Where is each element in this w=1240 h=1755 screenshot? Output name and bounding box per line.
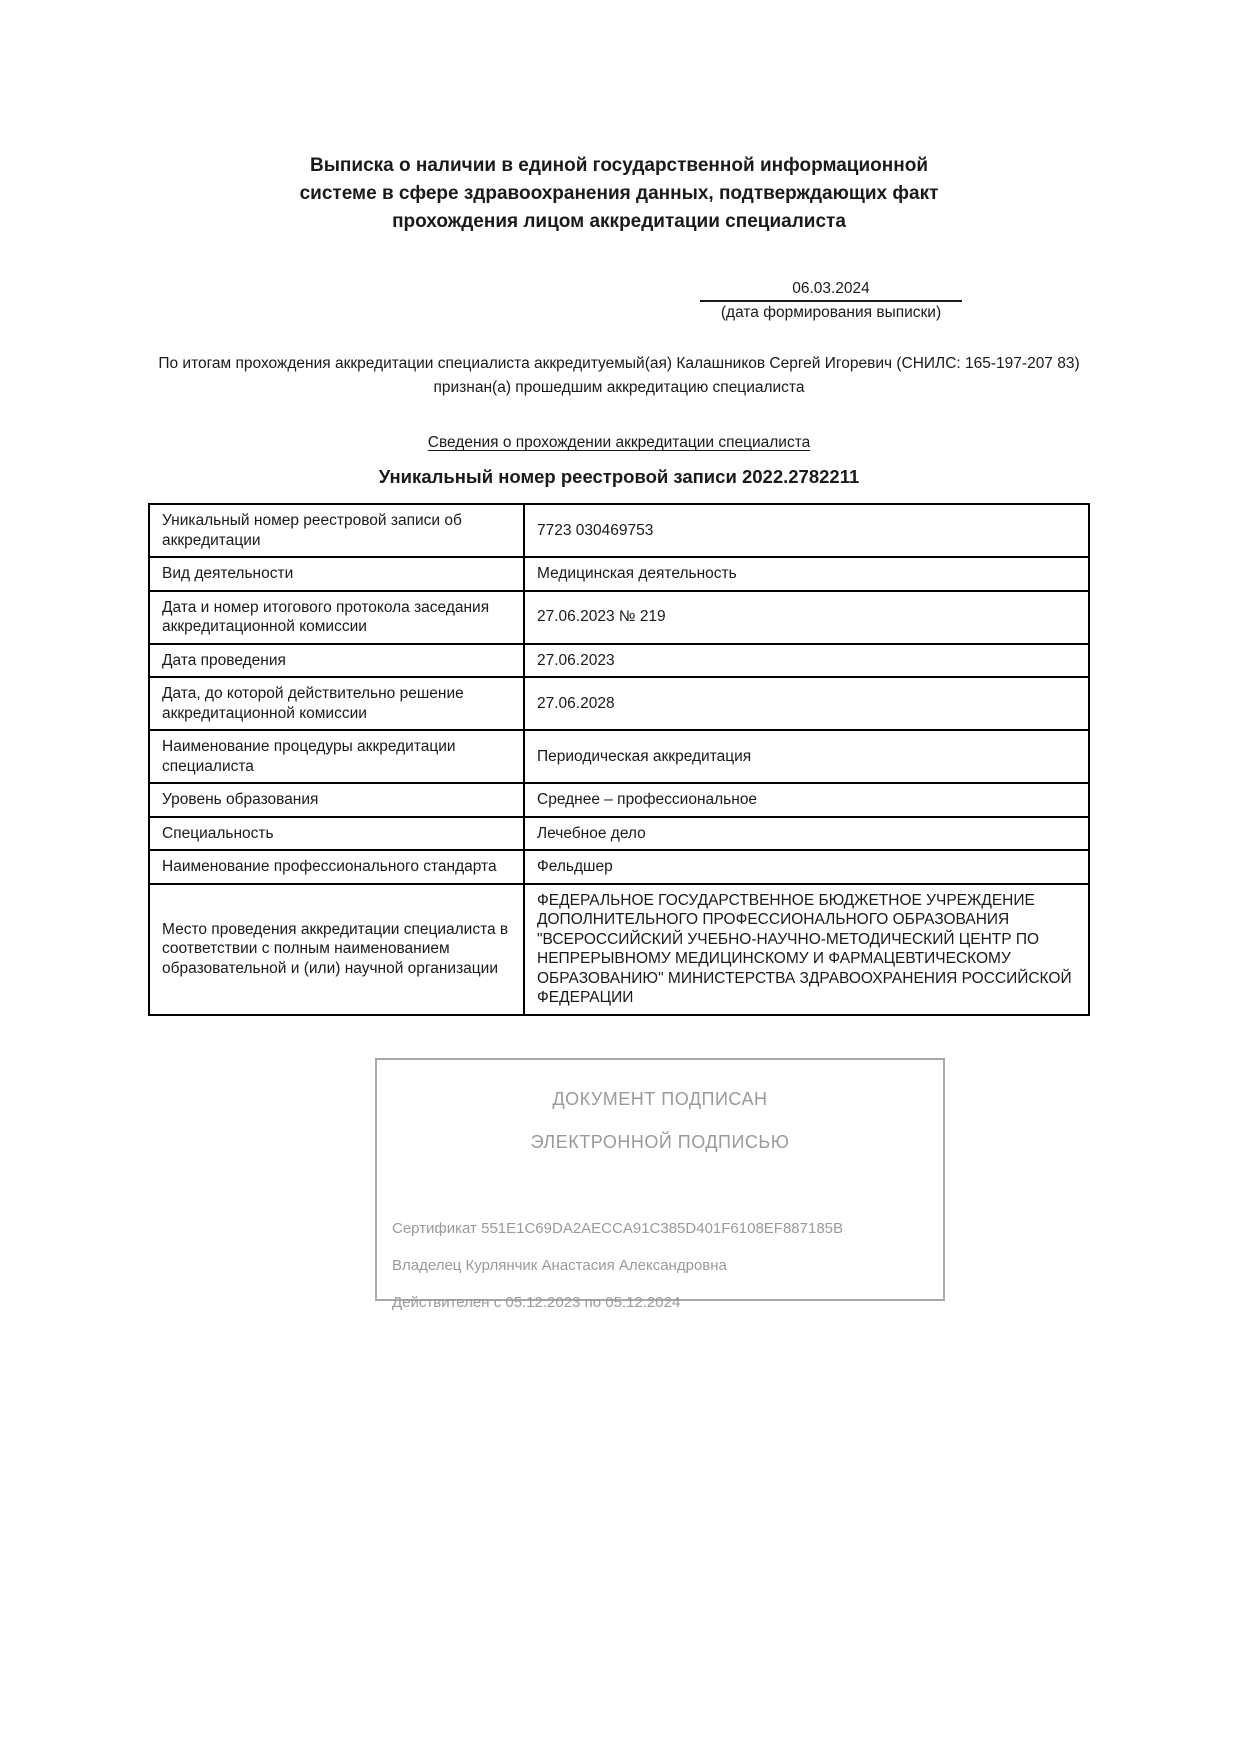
row-label: Вид деятельности (149, 557, 524, 591)
row-value: 7723 030469753 (524, 504, 1089, 557)
row-value: Фельдшер (524, 850, 1089, 884)
row-label: Дата, до которой действительно решение аккредитационной комиссии (149, 677, 524, 730)
row-value: 27.06.2023 № 219 (524, 591, 1089, 644)
row-label: Уровень образования (149, 783, 524, 817)
row-value: Среднее – профессиональное (524, 783, 1089, 817)
row-label: Дата и номер итогового протокола заседания аккредитационной комиссии (149, 591, 524, 644)
row-value: Периодическая аккредитация (524, 730, 1089, 783)
signature-validity: Действителен с 05.12.2023 по 05.12.2024 (392, 1293, 681, 1311)
electronic-signature-stamp (375, 1058, 945, 1311)
signature-details (392, 1203, 931, 1314)
table-row (149, 817, 1089, 851)
row-value: 27.06.2023 (524, 644, 1089, 678)
document-title-line: системе в сфере здравоохранения данных, подтверждающих факт (299, 183, 939, 204)
table-row (149, 591, 1089, 644)
document-title (148, 152, 1090, 236)
signature-owner: Владелец Курлянчик Анастасия Александровна (392, 1256, 727, 1274)
row-label: Наименование профессионального стандарта (149, 850, 524, 884)
extract-date-value: 06.03.2024 (700, 280, 962, 302)
row-label: Наименование процедуры аккредитации специалиста (149, 730, 524, 783)
row-value: Медицинская деятельность (524, 557, 1089, 591)
signature-title (377, 1078, 943, 1164)
document-title-line: прохождения лицом аккредитации специалиста (392, 211, 846, 232)
row-label: Уникальный номер реестровой записи об аккредитации (149, 504, 524, 557)
document-title-line: Выписка о наличии в единой государственной информационной (309, 155, 929, 176)
registry-number-line: Уникальный номер реестровой записи 2022.2782211 (378, 466, 860, 487)
row-value: Лечебное дело (524, 817, 1089, 851)
row-label: Дата проведения (149, 644, 524, 678)
row-label: Место проведения аккредитации специалиста в соответствии с полным наименованием образовательной и (или) научной организации (149, 884, 524, 1015)
extract-date-block (700, 280, 962, 322)
signature-certificate: Сертификат 551E1C69DA2AECCA91C385D401F6108EF887185B (392, 1219, 844, 1237)
row-value: ФЕДЕРАЛЬНОЕ ГОСУДАРСТВЕННОЕ БЮДЖЕТНОЕ УЧРЕЖДЕНИЕ ДОПОЛНИТЕЛЬНОГО ПРОФЕССИОНАЛЬНОГО ОБРАЗОВАНИЯ "ВСЕРОССИЙСКИЙ УЧЕБНО-НАУЧНО-МЕТОДИЧЕСКИЙ ЦЕНТР ПО НЕПРЕРЫВНОМУ МЕДИЦИНСКОМУ И ФАРМАЦЕВТИЧЕСКОМУ ОБРАЗОВАНИЮ" МИНИСТЕРСТВА ЗДРАВООХРАНЕНИЯ РОССИЙСКОЙ ФЕДЕРАЦИИ (524, 884, 1089, 1015)
table-row (149, 884, 1089, 1015)
section-heading: Сведения о прохождении аккредитации специалиста (427, 434, 811, 451)
row-label: Специальность (149, 817, 524, 851)
accreditation-table-body (149, 504, 1089, 1015)
table-row (149, 644, 1089, 678)
signature-title-line: ДОКУМЕНТ ПОДПИСАН (552, 1088, 768, 1109)
accreditation-table (148, 503, 1090, 1016)
intro-paragraph: По итогам прохождения аккредитации специалиста аккредитуемый(ая) Калашников Сергей Игоревич (СНИЛС: 165-197-207 83) признан(а) прошедшим аккредитацию специалиста (158, 355, 1080, 396)
signature-title-line: ЭЛЕКТРОННОЙ ПОДПИСЬЮ (530, 1131, 790, 1152)
table-row (149, 850, 1089, 884)
table-row (149, 730, 1089, 783)
row-value: 27.06.2028 (524, 677, 1089, 730)
table-row (149, 677, 1089, 730)
table-row (149, 783, 1089, 817)
table-row (149, 504, 1089, 557)
extract-date-caption: (дата формирования выписки) (720, 304, 942, 321)
table-row (149, 557, 1089, 591)
